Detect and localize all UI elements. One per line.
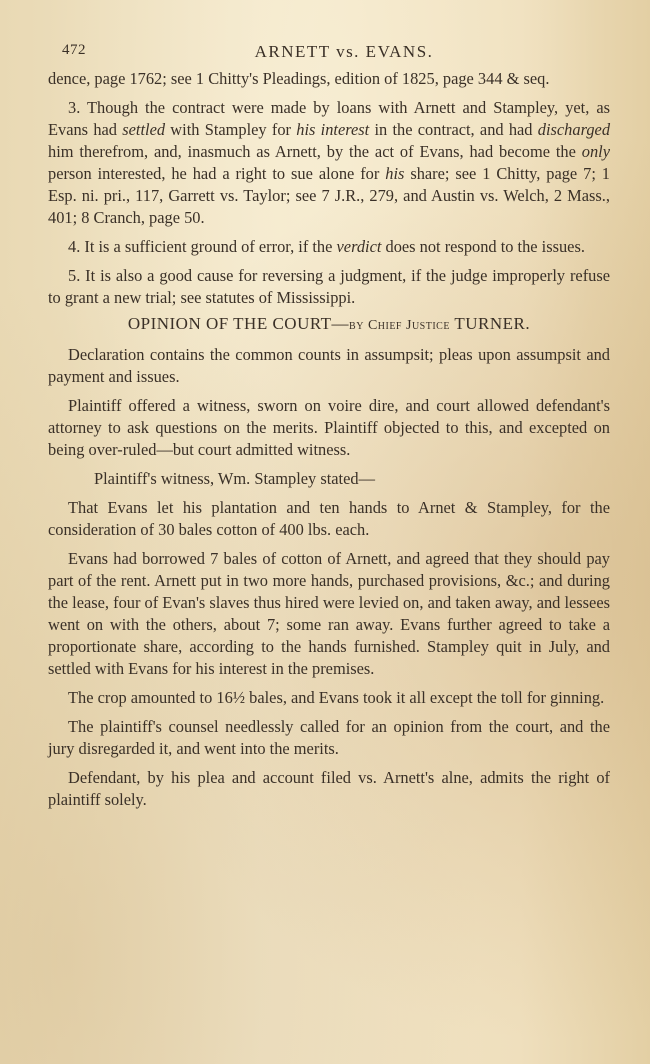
- opinion-heading: OPINION OF THE COURT—by Chief Justice TURNER.: [127, 314, 531, 333]
- emphasis-his-interest: his interest: [296, 120, 370, 139]
- paragraph-witness-stated: Plaintiff's witness, Wm. Stampley stated—: [94, 469, 375, 488]
- paragraph-witness-offered: Plaintiff offered a witness, sworn on voire dire, and court allowed defendant's attorney to ask questions on the merits. Plaintiff objected to this, and excepted on being over-ruled—but court admitted witness.: [48, 396, 610, 459]
- paragraph-crop: The crop amounted to 16½ bales, and Evans took it all except the toll for ginning.: [68, 688, 605, 707]
- paragraph-point-3: 3. Though the contract were made by loans with Arnett and Stampley, yet, as Evans had settled with Stampley for his interest in the contract, and had discharged him therefrom, and, inasmuch as Arnett, by the act of Evans, had become the only person interested, he had a right to sue alone for his share; see 1 Chitty, page 7; 1 Esp. ni. pri., 117, Garrett vs. Taylor; see 7 J.R., 279, and Austin vs. Welch, 2 Mass., 401; 8 Cranch, page 50.: [48, 98, 611, 227]
- emphasis-verdict: verdict: [336, 237, 382, 256]
- paragraph-counsel: The plaintiff's counsel needlessly called for an opinion from the court, and the jury disregarded it, and went into the merits.: [48, 717, 610, 758]
- paragraph-point-4: 4. It is a sufficient ground of error, if the verdict does not respond to the issues.: [68, 237, 585, 256]
- emphasis-his: his: [385, 164, 405, 183]
- emphasis-discharged: discharged: [537, 120, 611, 139]
- paragraph-defendant-plea: Defendant, by his plea and account filed vs. Arnett's alne, admits the right of plaintiff solely.: [48, 768, 610, 809]
- running-head: ARNETT vs. EVANS.: [254, 42, 434, 61]
- emphasis-settled: settled: [122, 120, 166, 139]
- page-number: 472: [62, 42, 86, 58]
- emphasis-only: only: [581, 142, 610, 161]
- paragraph-continuation: dence, page 1762; see 1 Chitty's Pleadings, edition of 1825, page 344 & seq.: [48, 69, 550, 88]
- page-header: [48, 38, 610, 68]
- opinion-author-label: by Chief Justice: [349, 318, 450, 333]
- paragraph-plantation: That Evans let his plantation and ten hands to Arnet & Stampley, for the consideration of 30 bales cotton of 400 lbs. each.: [48, 498, 610, 539]
- paragraph-declaration: Declaration contains the common counts in assumpsit; pleas upon assumpsit and payment and issues.: [48, 345, 610, 386]
- page-body: [48, 68, 610, 811]
- paragraph-point-5: 5. It is also a good cause for reversing a judgment, if the judge improperly refuse to grant a new trial; see statutes of Mississippi.: [48, 266, 610, 307]
- paragraph-borrowed-cotton: Evans had borrowed 7 bales of cotton of Arnett, and agreed that they should pay part of the rent. Arnett put in two more hands, purchased provisions, &c.; and during the lease, four of Evan's slaves thus hired were levied on, and taken away, and lessees went on with the others, about 7; some ran away. Evans further agreed to take a proportionate share, according to the hands furnished. Stampley quit in July, and settled with Evans for his interest in the premises.: [48, 549, 610, 678]
